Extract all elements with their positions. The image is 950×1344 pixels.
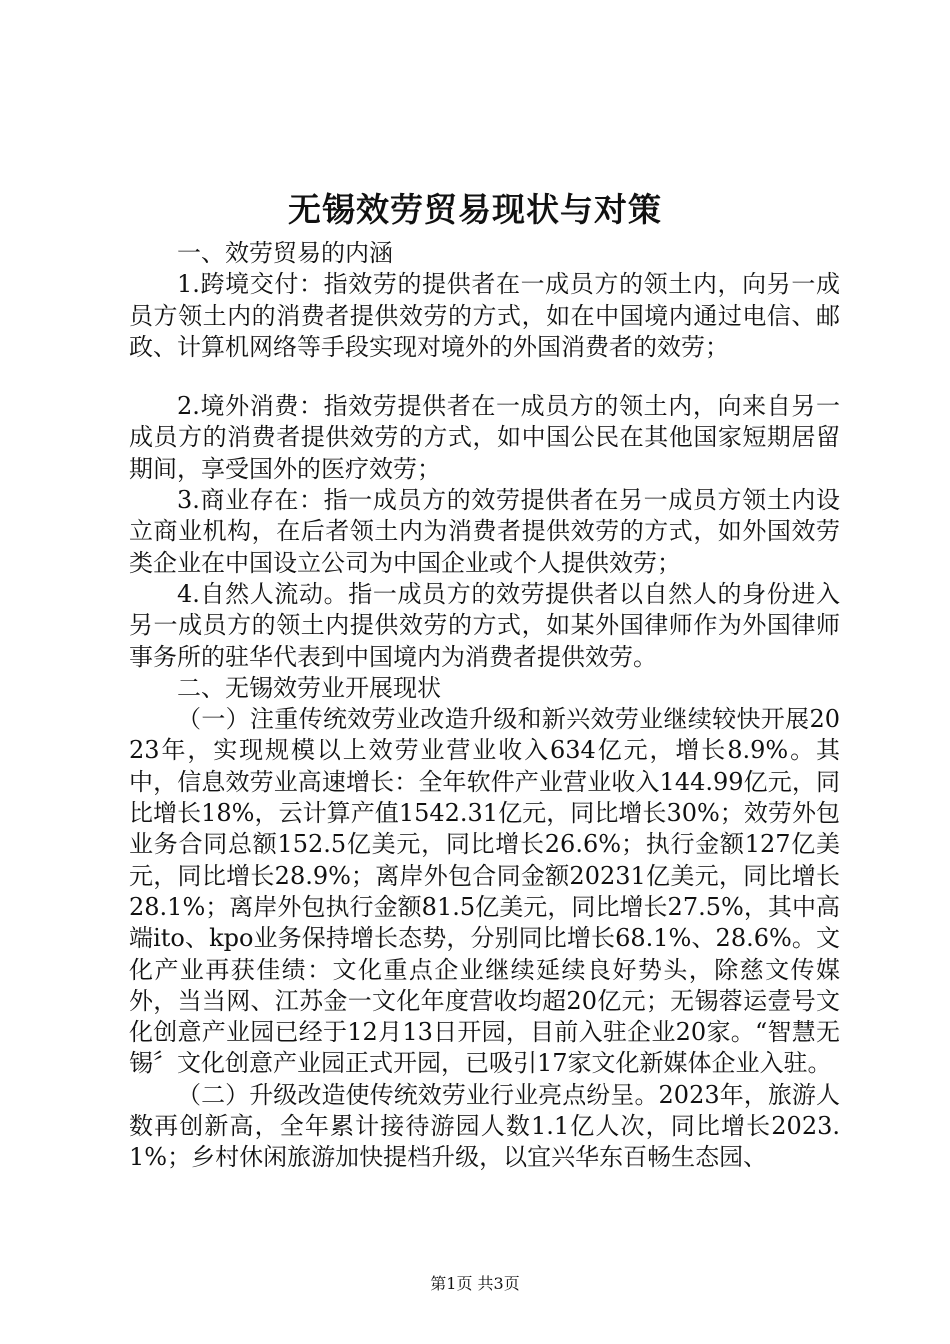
paragraph-traditional-upgrade: （二）升级改造使传统效劳业行业亮点纷呈。2023年，旅游人数再创新高，全年累计接待游园人数1.1亿人次，同比增长2023.1%；乡村休闲旅游加快提档升级，以宜兴华东百畅生态园、 (129, 1080, 840, 1172)
document-title: 无锡效劳贸易现状与对策 (288, 190, 662, 229)
paragraph-consumption-abroad: 2.境外消费：指效劳提供者在一成员方的领土内，向来自另一成员方的消费者提供效劳的方式，如中国公民在其他国家短期居留期间，享受国外的医疗效劳； (129, 392, 840, 483)
paragraph-natural-persons: 4.自然人流动。指一成员方的效劳提供者以自然人的身份进入另一成员方的领土内提供效劳的方式，如某外国律师作为外国律师事务所的驻华代表到中国境内为消费者提供效劳。 (129, 579, 840, 671)
document-body (129, 238, 840, 1174)
page-footer: 第1页 共3页 (430, 1274, 520, 1293)
paragraph-service-industry-growth: （一）注重传统效劳业改造升级和新兴效劳业继续较快开展2023年，实现规模以上效劳业营业收入634亿元，增长8.9%。其中，信息效劳业高速增长：全年软件产业营业收入144.99亿元，同比增长18%，云计算产值1542.31亿元，同比增长30%；效劳外包业务合同总额152.5亿美元，同比增长26.6%；执行金额127亿美元，同比增长28.9%；离岸外包合同金额20231亿美元，同比增长28.1%；离岸外包执行金额81.5亿美元，同比增长27.5%，其中高端ito、kpo业务保持增长态势，分别同比增长68.1%、28.6%。文化产业再获佳绩：文化重点企业继续延续良好势头，除慈文传媒外，当当网、江苏金一文化年度营收均超20亿元；无锡蓉运壹号文化创意产业园已经于12月13日开园，目前入驻企业20家。“智慧无锡〞文化创意产业园正式开园，已吸引17家文化新媒体企业入驻。 (129, 705, 840, 1078)
paragraph-cross-border-supply: 1.跨境交付：指效劳的提供者在一成员方的领土内，向另一成员方领土内的消费者提供效劳的方式，如在中国境内通过电信、邮政、计算机网络等手段实现对境外的外国消费者的效劳； (129, 270, 840, 361)
section-heading-2: 二、无锡效劳业开展现状 (177, 673, 441, 702)
section-heading-1: 一、效劳贸易的内涵 (177, 239, 393, 267)
paragraph-commercial-presence: 3.商业存在：指一成员方的效劳提供者在另一成员方领土内设立商业机构，在后者领土内为消费者提供效劳的方式，如外国效劳类企业在中国设立公司为中国企业或个人提供效劳； (129, 486, 840, 577)
